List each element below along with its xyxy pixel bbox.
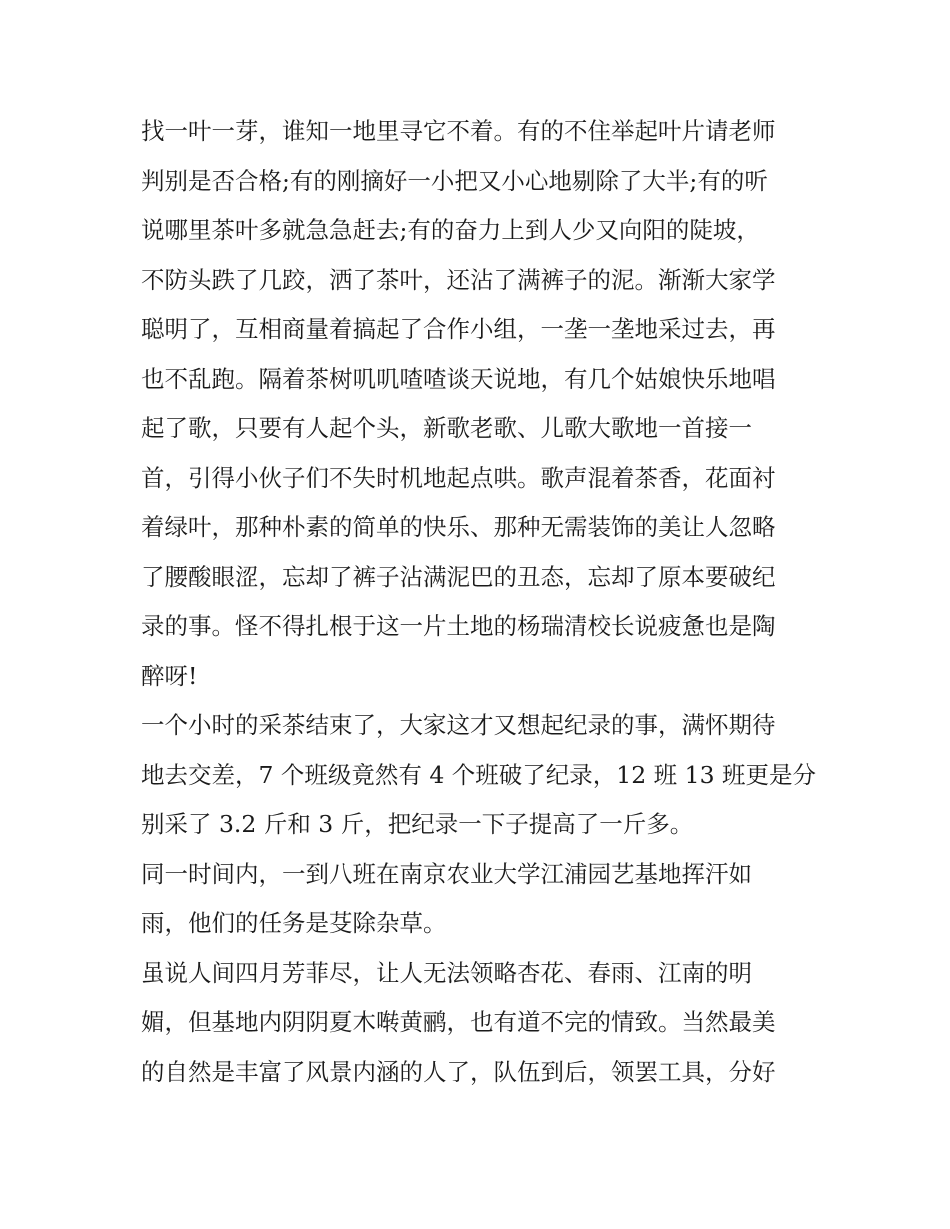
text-line: 起了歌，只要有人起个头，新歌老歌、儿歌大歌地一首接一 (141, 414, 752, 442)
text-line: 地去交差，7 个班级竟然有 4 个班破了纪录，12 班 13 班更是分 (141, 760, 817, 789)
text-line: 醉呀! (141, 661, 198, 690)
text-line: 一个小时的采茶结束了，大家这才又想起纪录的事，满怀期待 (141, 711, 776, 739)
text-line: 的自然是丰富了风景内涵的人了，队伍到后，领罢工具，分好 (141, 1057, 776, 1086)
text-line: 录的事。怪不得扎根于这一片土地的杨瑞清校长说疲惫也是陶 (141, 612, 776, 640)
text-line: 了腰酸眼涩，忘却了裤子沾满泥巴的丑态，忘却了原本要破纪 (141, 562, 776, 591)
text-line: 虽说人间四月芳菲尽，让人无法领略杏花、春雨、江南的明 (141, 958, 752, 987)
text-line: 同一时间内，一到八班在南京农业大学江浦园艺基地挥汗如 (141, 859, 752, 888)
text-line: 雨，他们的任务是芟除杂草。 (141, 909, 447, 937)
text-line: 别采了 3.2 斤和 3 斤，把纪录一下子提高了一斤多。 (141, 810, 694, 838)
text-line: 着绿叶，那种朴素的简单的快乐、那种无需装饰的美让人忽略 (141, 513, 776, 541)
body-text (141, 107, 821, 1097)
text-line: 聪明了，互相商量着搞起了合作小组，一垄一垄地采过去，再 (141, 315, 776, 343)
text-line: 首，引得小伙子们不失时机地起点哄。歌声混着茶香，花面衬 (141, 463, 776, 492)
text-line: 找一叶一芽，谁知一地里寻它不着。有的不住举起叶片请老师 (141, 117, 776, 145)
text-line: 说哪里茶叶多就急急赶去;有的奋力上到人少又向阳的陡坡， (141, 216, 760, 244)
text-line: 媚，但基地内阴阴夏木啭黄鹂，也有道不完的情致。当然最美 (141, 1008, 776, 1036)
text-line: 也不乱跑。隔着茶树叽叽喳喳谈天说地，有几个姑娘快乐地唱 (141, 364, 776, 393)
text-line: 判别是否合格;有的刚摘好一小把又小心地剔除了大半;有的听 (141, 166, 768, 195)
text-line: 不防头跌了几跤，洒了茶叶，还沾了满裤子的泥。渐渐大家学 (141, 265, 776, 294)
